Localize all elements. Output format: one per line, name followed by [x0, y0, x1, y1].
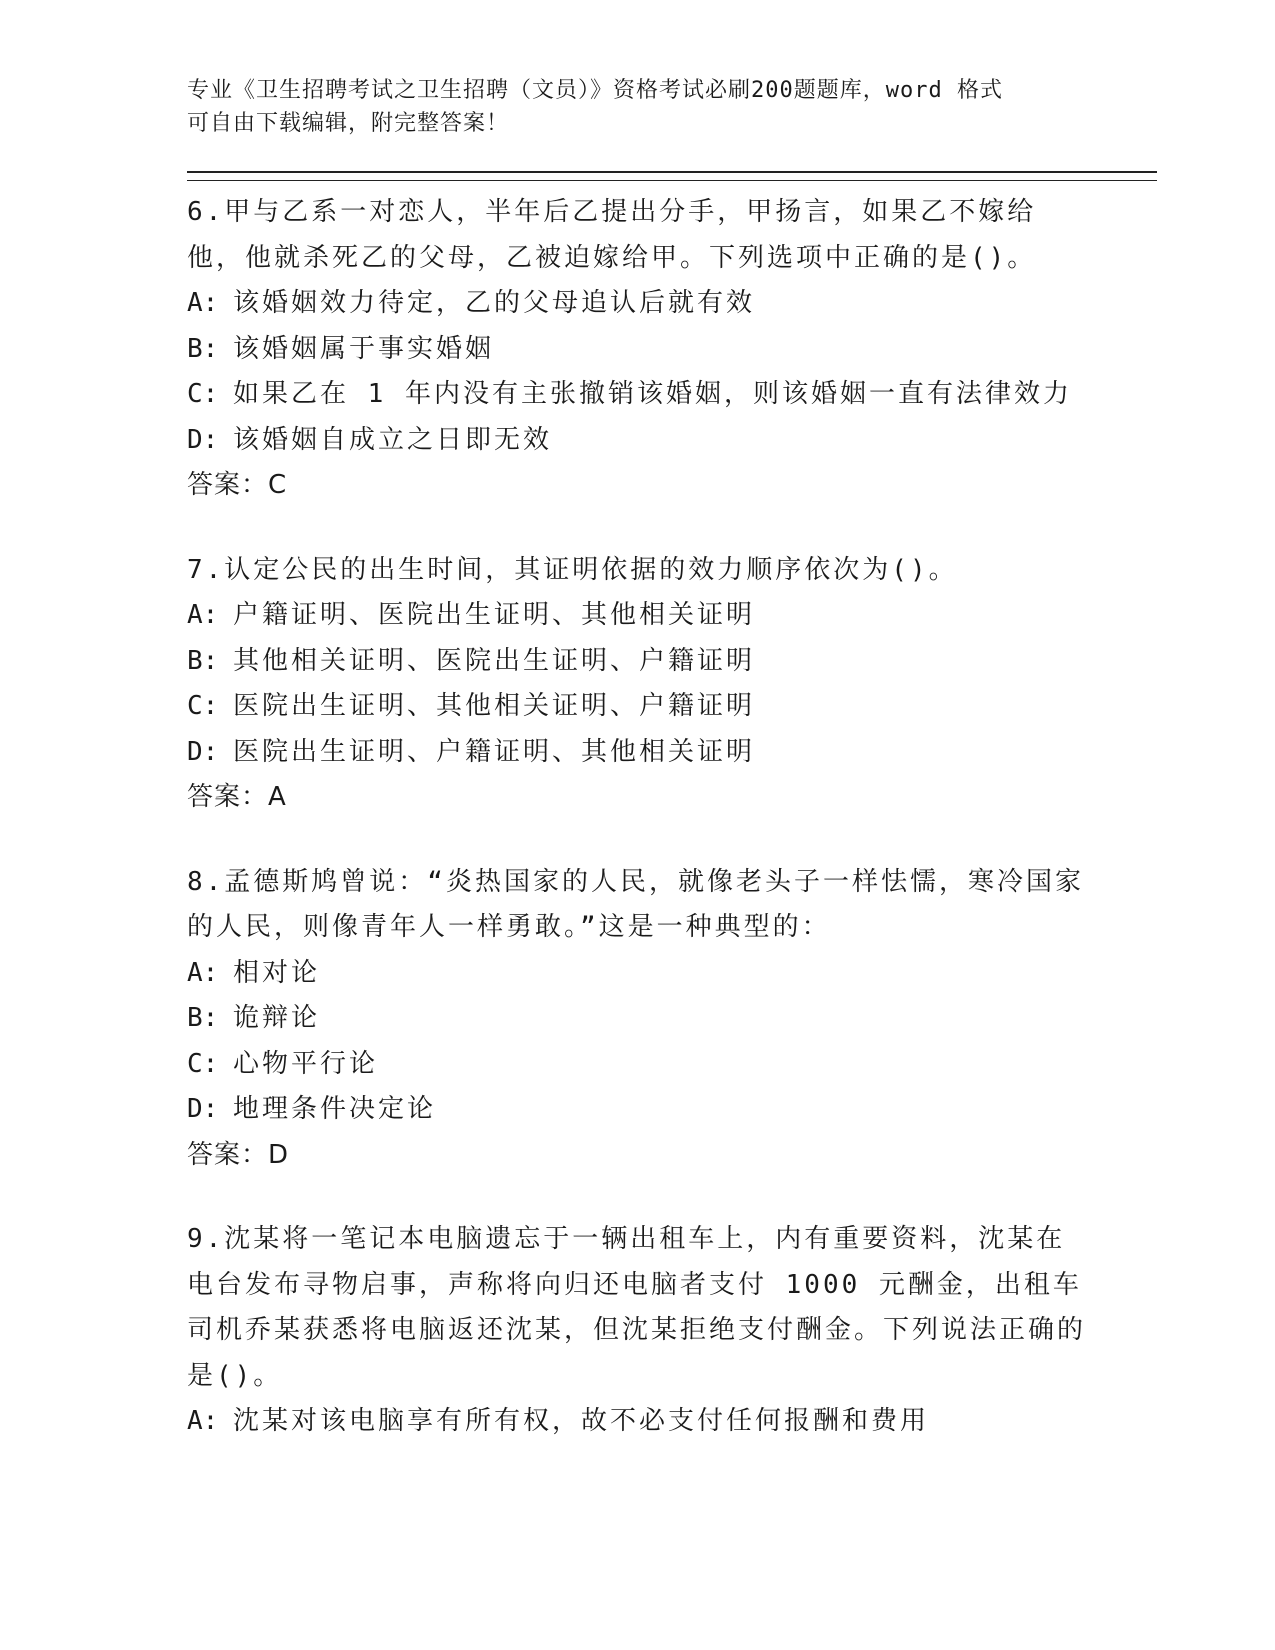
option-text: 该婚姻属于事实婚姻 — [233, 333, 495, 364]
answer-line: 答案：C — [187, 470, 288, 500]
option-a — [187, 281, 1087, 327]
option-letter: C: — [187, 379, 219, 409]
option-letter: B: — [187, 1003, 219, 1033]
option-b — [187, 327, 1087, 373]
option-a — [187, 951, 1087, 997]
option-letter: B: — [187, 333, 219, 364]
option-b — [187, 639, 1087, 685]
option-letter: D: — [187, 1094, 219, 1124]
option-d — [187, 1087, 1087, 1133]
option-d — [187, 418, 1087, 464]
option-text: 医院出生证明、其他相关证明、户籍证明 — [233, 691, 756, 721]
question-8 — [187, 860, 1087, 1179]
option-d — [187, 730, 1087, 776]
question-list — [187, 190, 1087, 1484]
question-9 — [187, 1217, 1087, 1445]
option-text: 该婚姻效力待定，乙的父母追认后就有效 — [233, 288, 756, 318]
document-header — [187, 74, 1067, 140]
option-text: 医院出生证明、户籍证明、其他相关证明 — [233, 736, 756, 767]
option-c — [187, 1042, 1087, 1088]
option-text: 其他相关证明、医院出生证明、户籍证明 — [233, 645, 756, 676]
option-letter: C: — [187, 691, 219, 721]
option-letter: A: — [187, 600, 219, 630]
header-divider-thin — [187, 180, 1157, 181]
option-letter: A: — [187, 957, 219, 988]
option-text: 该婚姻自成立之日即无效 — [233, 424, 553, 455]
question-stem: 7.认定公民的出生时间，其证明依据的效力顺序依次为()。 — [187, 554, 958, 585]
option-text: 沈某对该电脑享有所有权，故不必支付任何报酬和费用 — [233, 1406, 930, 1436]
answer-line: 答案：D — [187, 1139, 290, 1170]
option-text: 户籍证明、医院出生证明、其他相关证明 — [233, 600, 756, 630]
question-stem: 6.甲与乙系一对恋人，半年后乙提出分手，甲扬言，如果乙不嫁给他，他就杀死乙的父母，乙被迫嫁给甲。下列选项中正确的是()。 — [187, 197, 1037, 273]
header-divider-thick — [187, 171, 1157, 173]
question-stem: 8.孟德斯鸠曾说：“炎热国家的人民，就像老头子一样怯懦，寒冷国家的人民，则像青年人一样勇敢。”这是一种典型的： — [187, 866, 1084, 942]
question-7 — [187, 548, 1087, 821]
option-letter: A: — [187, 288, 219, 318]
option-letter: C: — [187, 1048, 219, 1079]
option-text: 如果乙在 1 年内没有主张撤销该婚姻，则该婚姻一直有法律效力 — [233, 379, 1072, 409]
option-letter: B: — [187, 645, 219, 676]
option-text: 心物平行论 — [233, 1048, 379, 1079]
question-6 — [187, 190, 1087, 509]
option-b — [187, 996, 1087, 1042]
question-stem: 9.沈某将一笔记本电脑遗忘于一辆出租车上，内有重要资料，沈某在电台发布寻物启事，声称将向归还电脑者支付 1000 元酬金，出租车司机乔某获悉将电脑返还沈某，但沈某拒绝支付酬金。下列说法正确的是()。 — [187, 1224, 1087, 1391]
answer-line: 答案：A — [187, 782, 287, 812]
option-a — [187, 1399, 1087, 1445]
option-letter: A: — [187, 1406, 219, 1436]
header-line-2: 可自由下载编辑，附完整答案！ — [187, 111, 510, 136]
option-a — [187, 593, 1087, 639]
option-text: 诡辩论 — [233, 1003, 321, 1033]
option-letter: D: — [187, 424, 219, 455]
option-text: 相对论 — [233, 957, 321, 988]
option-c — [187, 684, 1087, 730]
header-line-1: 专业《卫生招聘考试之卫生招聘（文员）》资格考试必刷200题题库，word 格式 — [187, 78, 1003, 103]
option-c — [187, 372, 1087, 418]
option-text: 地理条件决定论 — [233, 1094, 437, 1124]
option-letter: D: — [187, 736, 219, 767]
